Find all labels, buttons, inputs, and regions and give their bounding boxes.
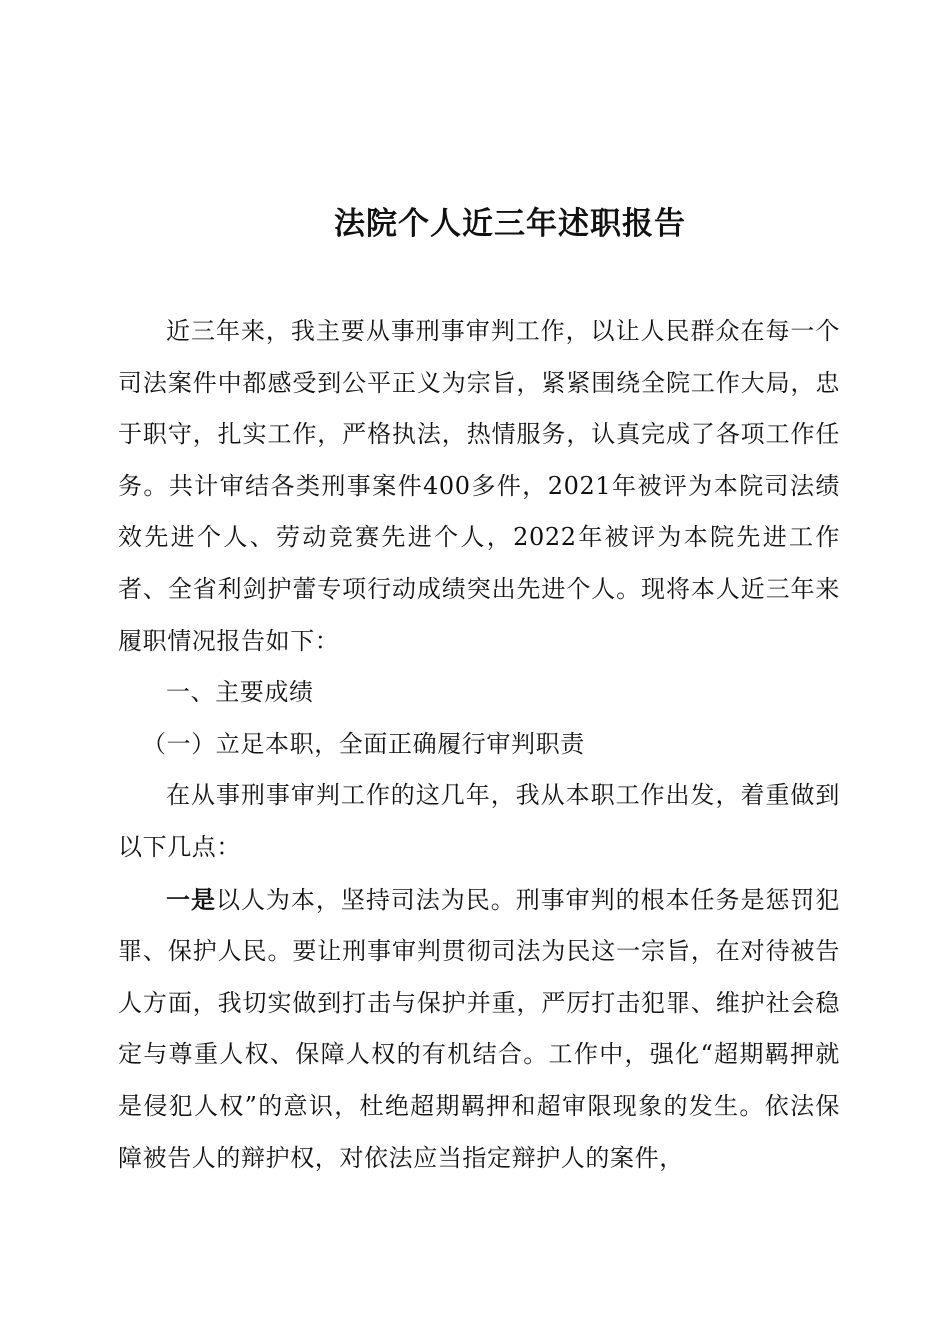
- section-heading-main-achievements: 一、主要成绩: [166, 678, 314, 707]
- document-body: [118, 306, 840, 1184]
- subsection-intro-paragraph: 在从事刑事审判工作的这几年，我从本职工作出发，着重做到以下几点：: [118, 781, 840, 861]
- subsection-heading-duties: （一）立足本职，全面正确履行审判职责: [142, 729, 585, 758]
- point-one-text: 以人为本，坚持司法为民。刑事审判的根本任务是惩罚犯罪、保护人民。要让刑事审判贯彻司法为民这一宗旨，在对待被告人方面，我切实做到打击与保护并重，严厉打击犯罪、维护社会稳定与尊重人权、保障人权的有机结合。工作中，强化“超期羁押就是侵犯人权”的意识，杜绝超期羁押和超审限现象的发生。依法保障被告人的辩护权，对依法应当指定辩护人的案件，: [118, 885, 841, 1172]
- point-one-paragraph: [118, 874, 840, 1185]
- intro-paragraph: 近三年来，我主要从事刑事审判工作，以让人民群众在每一个司法案件中都感受到公平正义为宗旨，紧紧围绕全院工作大局，忠于职守，扎实工作，严格执法，热情服务，认真完成了各项工作任务。共计审结各类刑事案件400多件，2021年被评为本院司法绩效先进个人、劳动竞赛先进个人，2022年被评为本院先进工作者、全省利剑护蕾专项行动成绩突出先进个人。现将本人近三年来履职情况报告如下：: [118, 317, 840, 655]
- point-one-lead: 一是: [166, 884, 216, 914]
- document-title: 法院个人近三年述职报告: [334, 206, 686, 242]
